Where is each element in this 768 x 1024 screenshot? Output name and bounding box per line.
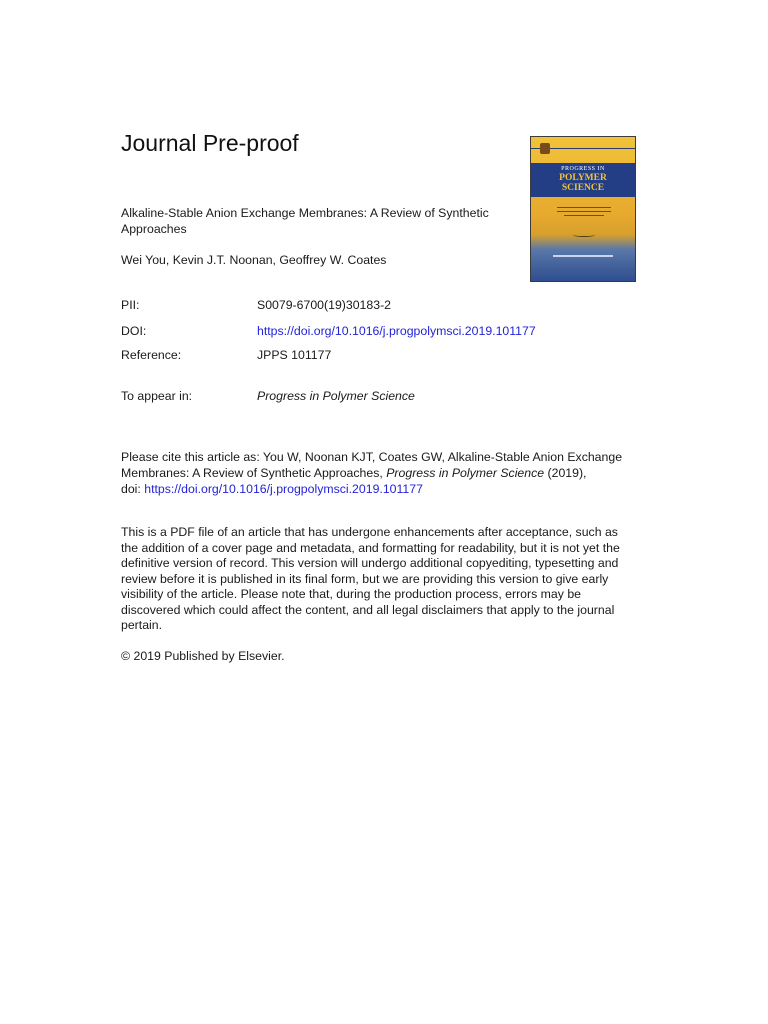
citation-doi-link[interactable]: https://doi.org/10.1016/j.progpolymsci.2019.101177 [144,482,423,496]
reference-label: Reference: [121,348,182,362]
journal-cover-thumbnail [530,136,636,282]
cover-title-polymer: POLYMER [559,173,607,183]
cover-title-line2 [531,173,635,193]
reference-value: JPPS 101177 [257,348,332,362]
reference-row [121,348,331,362]
citation-doi-prefix: doi: [121,482,145,496]
citation-journal: Progress in Polymer Science [386,466,545,480]
citation-paragraph [121,449,641,497]
doi-row [121,324,536,338]
appear-in-row [121,389,415,403]
doi-link[interactable]: https://doi.org/10.1016/j.progpolymsci.2019.101177 [257,324,536,338]
cover-fine-print [564,215,604,216]
article-title: Alkaline-Stable Anion Exchange Membranes: A Review of Synthetic Approaches [121,206,489,236]
disclaimer-paragraph: This is a PDF file of an article that has undergone enhancements after acceptance, such as the addition of a cover page and metadata, and formatting for readability, but it is not yet the definitive version of record. This version will undergo additional copyediting, typesetting and review before it is published in its final form, but we are providing this version to give early visibility of the article. Please note that, during the production process, errors may be discovered which could affect the content, and all legal disclaimers that apply to the journal pertain. [121,525,620,632]
cover-title-science: SCIENCE [561,183,605,193]
pii-value: S0079-6700(19)30183-2 [257,298,392,312]
citation-text: Please cite this article as: You W, Noonan KJT, Coates GW, Alkaline-Stable Anion Exchange Membranes: A Review of Synthetic Approaches, [121,450,623,480]
doi-label: DOI: [121,324,147,338]
cover-fine-print [557,211,611,212]
pii-label: PII: [121,298,140,312]
author-list: Wei You, Kevin J.T. Noonan, Geoffrey W. Coates [121,253,387,267]
cover-bottom-strip [553,255,613,257]
cover-fine-print [557,207,611,208]
journal-preproof-heading: Journal Pre-proof [121,130,299,156]
elsevier-logo-icon [540,143,550,154]
pii-row [121,298,391,312]
cover-signature-mark [573,233,595,237]
appear-in-journal: Progress in Polymer Science [257,389,415,403]
appear-in-label: To appear in: [121,389,193,403]
citation-year: (2019), [544,466,587,480]
cover-title-line1: PROGRESS IN [561,166,605,172]
copyright-notice: © 2019 Published by Elsevier. [121,649,285,663]
